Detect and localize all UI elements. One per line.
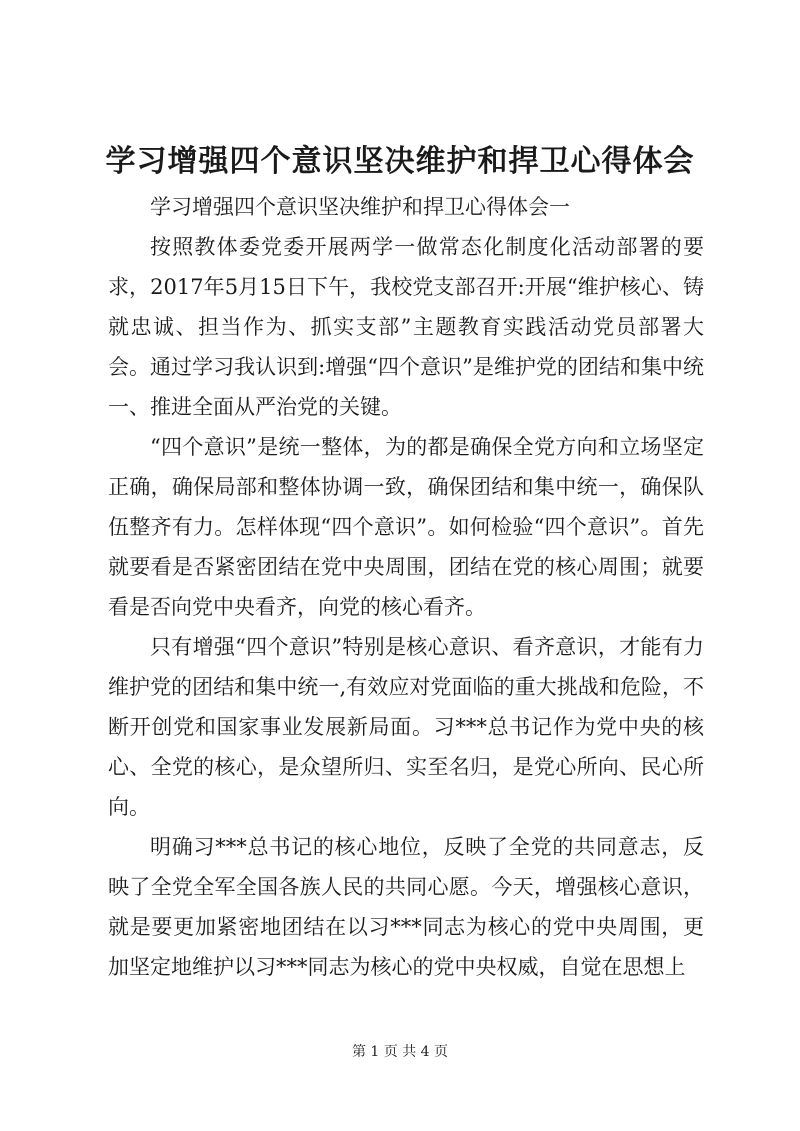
body-paragraph: 明确习***总书记的核心地位，反映了全党的共同意志，反映了全党全军全国各族人民的共同心愿。今天，增强核心意识，就是要更加紧密地团结在以习***同志为核心的党中央周围，更加坚定地维护以习***同志为核心的党中央权威，自觉在思想上 xyxy=(108,835,704,979)
subtitle-paragraph: 学习增强四个意识坚决维护和捍卫心得体会一 xyxy=(150,195,570,219)
page-number-footer: 第 1 页 共 4 页 xyxy=(351,1044,449,1060)
body-paragraph: 按照教体委党委开展两学一做常态化制度化活动部署的要求，2017年5月15日下午，我校党支部召开:开展“维护核心、铸就忠诚、担当作为、抓实支部”主题教育实践活动党员部署大会。通过学习我认识到:增强“四个意识”是维护党的团结和集中统一、推进全面从严治党的关键。 xyxy=(108,235,704,419)
body-paragraph: “四个意识”是统一整体，为的都是确保全党方向和立场坚定正确，确保局部和整体协调一致，确保团结和集中统一，确保队伍整齐有力。怎样体现“四个意识”。如何检验“四个意识”。首先就要看是否紧密团结在党中央周围，团结在党的核心周围；就要看是否向党中央看齐，向党的核心看齐。 xyxy=(108,435,704,619)
document-body xyxy=(108,187,704,987)
body-paragraph: 只有增强“四个意识”特别是核心意识、看齐意识，才能有力维护党的团结和集中统一,有效应对党面临的重大挑战和危险，不断开创党和国家事业发展新局面。习***总书记作为党中央的核心、全党的核心，是众望所归、实至名归，是党心所向、民心所向。 xyxy=(108,635,704,819)
page-title: 学习增强四个意识坚决维护和捍卫心得体会 xyxy=(105,144,695,179)
